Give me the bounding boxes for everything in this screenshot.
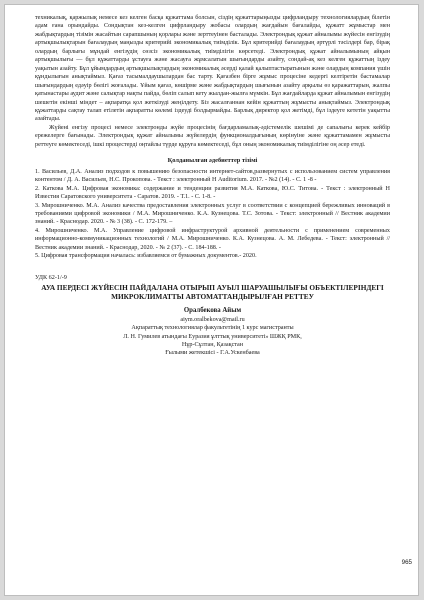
- reference-item: 4. Мирошниченко. М.А. Управление цифровой инфраструктурой архивной деятельности с применением современных информационно-коммуникационных технологий / М.А. Мирошниченко. К.А. Кузнецова. А. М. Лебедева. - Текст: электронный // Вестник академии знаний. - Краснодар, 2020. - № 2 (37). - С. 184-188. -: [35, 227, 390, 251]
- references-list: [35, 168, 390, 261]
- author-affiliation-line: Ғылыми жетекшісі - Г.А.Ускенбаева: [165, 350, 260, 357]
- reference-item: 5. Цифровая трансформация началась: избавляемся от бумажных документов.- 2020.: [35, 253, 257, 260]
- body-paragraph: техникалық, қаржылық немесе кез келген басқа құжаттама болсын, сіздің құжаттарыңызды цифрландыру технологиялардың білетін адам ғана орындайды. Сондықтан кез-келген цифрландыру жобасы олардың жағдайын бағалайды, құжатт жұмыстар мен жабдықтардың тізімін жасайтын сарапшының қорлары және зерттеуінен басталады. Электрондық құжат айналымы жүйесін енгізудің артықшылықтарын бағалаудың маңызды критерийі экономикалық тиімділік. Бұл критерийді бағалаудың әртүрлі тәсілдері бар, бірақ олардың барлығы мұндай енгізудің сөзсіз экономикалық тиімділігін көрсетеді. Электрондық құжат айналымының айқын артықшылығы — бұл құжаттарды ұстауға және жасауға жұмсалатын шығындарды азайту, сондай-ақ кез келген құжаттың іздеу уақытын азайту. Бұл ұйымдардың артықшылықтардың экономикалық әсерді қалай қалыптастыратынын және олардың компания үшін құндылығын анықтаймыз. Қағаз тасымалдаушылардан бас тарту. Қағазбен бірге жұмыс процесіне кедергі келтіретін бастамалар шығындардың едәуір бөлігі жоғалады. Ұйым қағаз, көшірме және жабдықтардың шығынын азайту арқылы өз қаражаттарын, жалпы қатынастары аудит және салықтар нақты пайда, бөліп салып кету жылдан-жылға мүмкін. Бұл жағдайларда құжат айналымын енгізудің шешетін екінші міндет – ақпаратқа қол жеткізуді жеңілдету. Біз жасалғаннан кейін құжаттың жұмысты анықтаймыз. Электрондық құжаттарды сақтау талап етілетін ақпаратты көлемі іздеуді болдырмайды. Барлық директор қол жетімді, бұл іздеуге кететін уақытты азайтады.: [35, 15, 390, 123]
- body-paragraph: Жүйені енгізу процесі немесе электронды жүйе процесінің бағдарламалық-әдістемелік шешімі де сапалығы керек кейбір ережелерге бағынады. Электрондық құжат айналымы жүйелердің функционалдығының көрінуіне және құжаттамамен жұмысты реттеуге көмектеседі, ішкі процестерді оңтайлы түрде құруға көмектеседі, бұл оның экономикалық тиімділігіне оң әсер етеді.: [35, 124, 390, 148]
- author-affiliation-line: Нұр-Сұлтан, Қазақстан: [181, 341, 244, 348]
- author-affiliation-line: Ақпараттық технологиялар факультетінің 1 курс магистранты: [131, 325, 294, 332]
- author-email: aiym.oralbekova@mail.ru: [180, 316, 245, 323]
- page-number: 965: [401, 559, 412, 566]
- page-content: [35, 14, 390, 358]
- udc-code: УДК 62-1/-9: [35, 273, 67, 281]
- article-title: АУА ПЕРДЕСІ ЖҮЙЕСІН ПАЙДАЛАНА ОТЫРЫП АУЫЛ ШАРУАШЫЛЫҒЫ ОБЪЕКТІЛЕРІНДЕГІ МИКРОКЛИМАТТЫ АВТОМАТТАНДЫРЫЛҒАН РЕТТЕУ: [41, 283, 384, 302]
- document-page: [4, 4, 419, 596]
- reference-item: 2. Каткова М.А. Цифровая экономика: содержание и тенденции развития М.А. Каткова, Ю.С. Титова. - Текст : электронный Н Известия Саратовского университета - Саратов. 2019. - Т.1. - С. 1-8. -: [35, 185, 390, 201]
- reference-item: 3. Мирошниченко. М.А. Анализ качества предоставления электронных услуг в соответствии с концепцией бережливых инноваций в требованиями цифровой экономики / М.А. Мирошниченко. К.А. Кузнецова. Т.С. Зотова. - Текст: электронный // Вестник академии знаний. - Краснодар. 2020. - № 3 (38). - С. 172-179. –: [35, 202, 390, 226]
- reference-item: 1. Васильев, Д.А. Анализ подходов к повышению безопасности интернет-сайтов,развернутых с использованием систем управления контентом / Д. А. Васильев, Н.С. Прокопова. - Текст : электронный Н Auditorium. 2017. - №2 (14). - С. 1 -8 -: [35, 168, 390, 184]
- author-name: Оралбекова Айым: [183, 307, 242, 315]
- references-title: Қолданылған әдебиеттер тізімі: [167, 157, 258, 165]
- author-affiliation-line: Л. Н. Гумилев атындағы Еуразия ұлттық университеті» ШЖҚ РМК,: [123, 333, 302, 340]
